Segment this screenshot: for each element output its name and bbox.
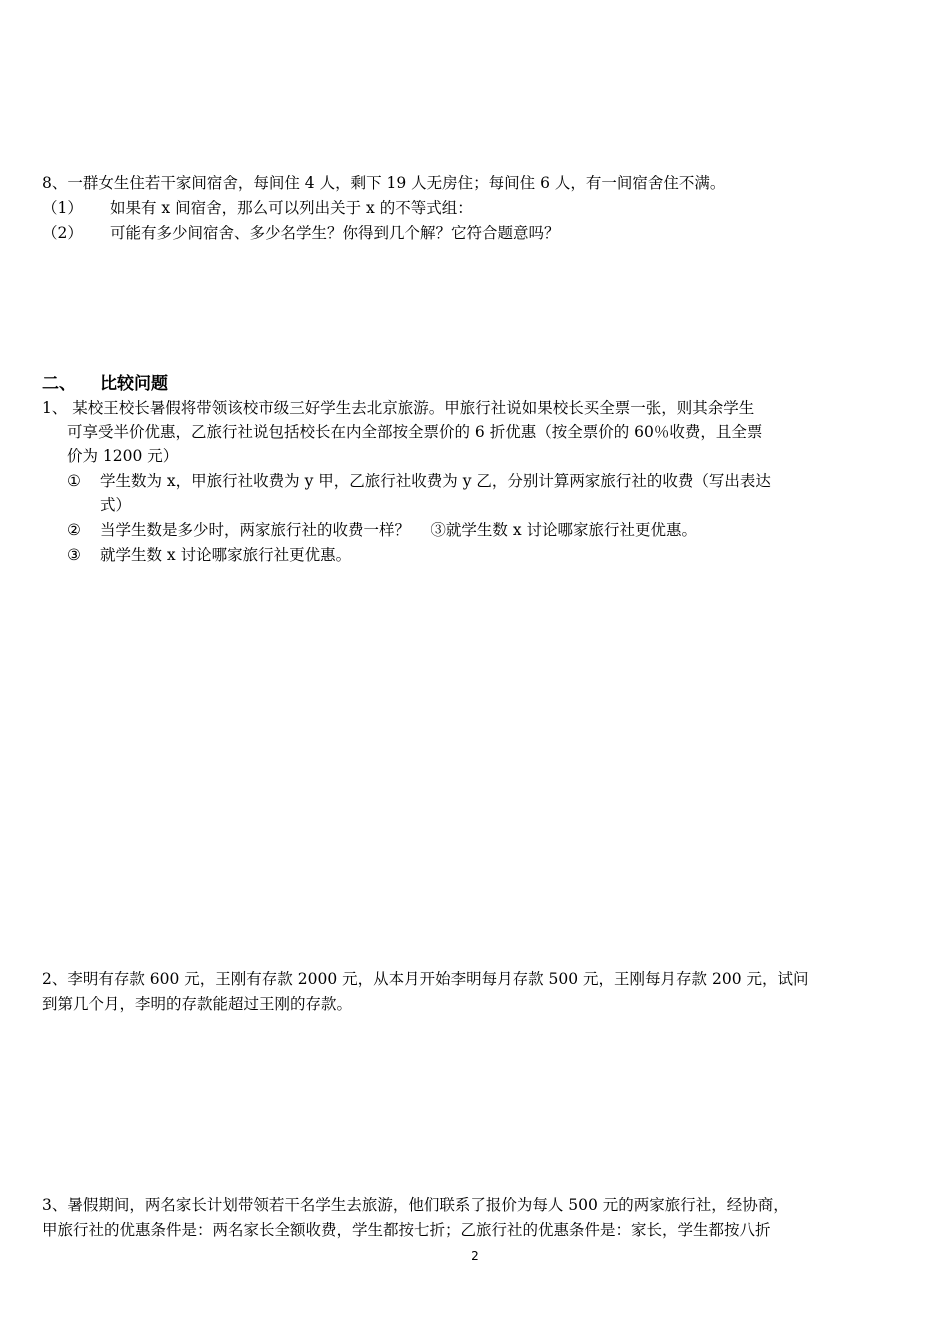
p1-sub-1-number: ① — [67, 472, 81, 490]
q8-sub-2-number: （2） — [42, 224, 83, 242]
q8-stem: 8、一群女生住若干家间宿舍，每间住 4 人，剩下 19 人无房住；每间住 6 人，有一间宿舍住不满。 — [42, 174, 726, 192]
q8-sub-1-text: 如果有 x 间宿舍，那么可以列出关于 x 的不等式组： — [110, 199, 473, 217]
q8-sub-2-text: 可能有多少间宿舍、多少名学生？你得到几个解？它符合题意吗？ — [110, 224, 560, 242]
q8-sub-2 — [42, 222, 560, 244]
q8-sub-1 — [42, 197, 473, 219]
q8-sub-1-number: （1） — [42, 199, 83, 217]
p1-sub-1 — [67, 470, 771, 492]
section-number: 二、 — [42, 374, 76, 394]
p1-sub-1-text: 学生数为 x，甲旅行社收费为 y 甲，乙旅行社收费为 y 乙，分别计算两家旅行社的收费（写出表达 — [100, 472, 771, 490]
p2-line-2: 到第几个月，李明的存款能超过王刚的存款。 — [42, 995, 353, 1013]
p1-sub-3 — [67, 544, 351, 566]
p1-sub-2-number: ② — [67, 521, 81, 539]
p1-sub-3-text: 就学生数 x 讨论哪家旅行社更优惠。 — [100, 546, 352, 564]
p3-line-1: 3、暑假期间，两名家长计划带领若干名学生去旅游，他们联系了报价为每人 500 元的两家旅行社，经协商， — [42, 1196, 789, 1214]
p1-sub-3-number: ③ — [67, 546, 81, 564]
p1-line-3: 价为 1200 元） — [67, 447, 179, 465]
p1-sub-1-cont: 式） — [100, 496, 132, 514]
p1-line-1: 1、 某校王校长暑假将带领该校市级三好学生去北京旅游。甲旅行社说如果校长买全票一张，则其余学生 — [42, 399, 755, 417]
section-title: 比较问题 — [100, 374, 168, 394]
page-number: 2 — [471, 1249, 479, 1263]
p1-sub-2 — [67, 519, 697, 541]
p1-sub-2-text: 当学生数是多少时，两家旅行社的收费一样？ ③就学生数 x 讨论哪家旅行社更优惠。 — [100, 521, 698, 539]
p3-line-2: 甲旅行社的优惠条件是：两名家长全额收费，学生都按七折；乙旅行社的优惠条件是：家长，学生都按八折 — [42, 1221, 771, 1239]
p2-line-1: 2、李明有存款 600 元，王刚有存款 2000 元，从本月开始李明每月存款 500 元，王刚每月存款 200 元，试问 — [42, 970, 809, 988]
section-heading — [42, 369, 168, 394]
p1-line-2: 可享受半价优惠，乙旅行社说包括校长在内全部按全票价的 6 折优惠（按全票价的 60％收费，且全票 — [67, 423, 763, 441]
